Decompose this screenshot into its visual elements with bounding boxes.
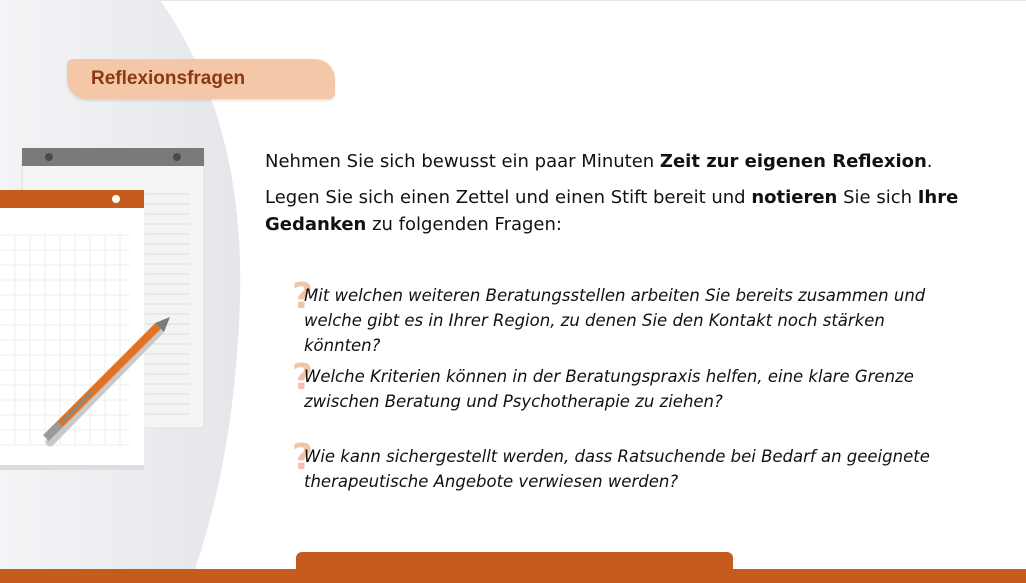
question-mark-icon: ?: [292, 357, 313, 398]
notepad-illustration: [0, 140, 220, 470]
intro-text: [265, 148, 965, 247]
question-text: Wie kann sichergestellt werden, dass Ratsuchende bei Bedarf an geeignete therapeutische Angebote verwiesen werden?: [304, 447, 930, 491]
question-text: Welche Kriterien können in der Beratungspraxis helfen, eine klare Grenze zwischen Beratung und Psychotherapie zu ziehen?: [304, 367, 914, 411]
question-item: [292, 357, 972, 424]
bottom-bar: [0, 569, 1026, 583]
question-item: [292, 437, 972, 504]
question-mark-icon: ?: [292, 437, 313, 478]
intro-line-1: Nehmen Sie sich bewusst ein paar Minuten Zeit zur eigenen Reflexion.: [265, 151, 933, 172]
question-mark-icon: ?: [292, 276, 313, 317]
slide-title: Reflexionsfragen: [91, 68, 246, 89]
question-text: Mit welchen weiteren Beratungsstellen arbeiten Sie bereits zusammen und welche gibt es in Ihrer Region, zu denen Sie den Kontakt noch stärken könnten?: [304, 286, 926, 355]
intro-line-2: Legen Sie sich einen Zettel und einen Stift bereit und notieren Sie sich Ihre Gedanken zu folgenden Fragen:: [265, 187, 959, 235]
question-item: [292, 276, 972, 355]
